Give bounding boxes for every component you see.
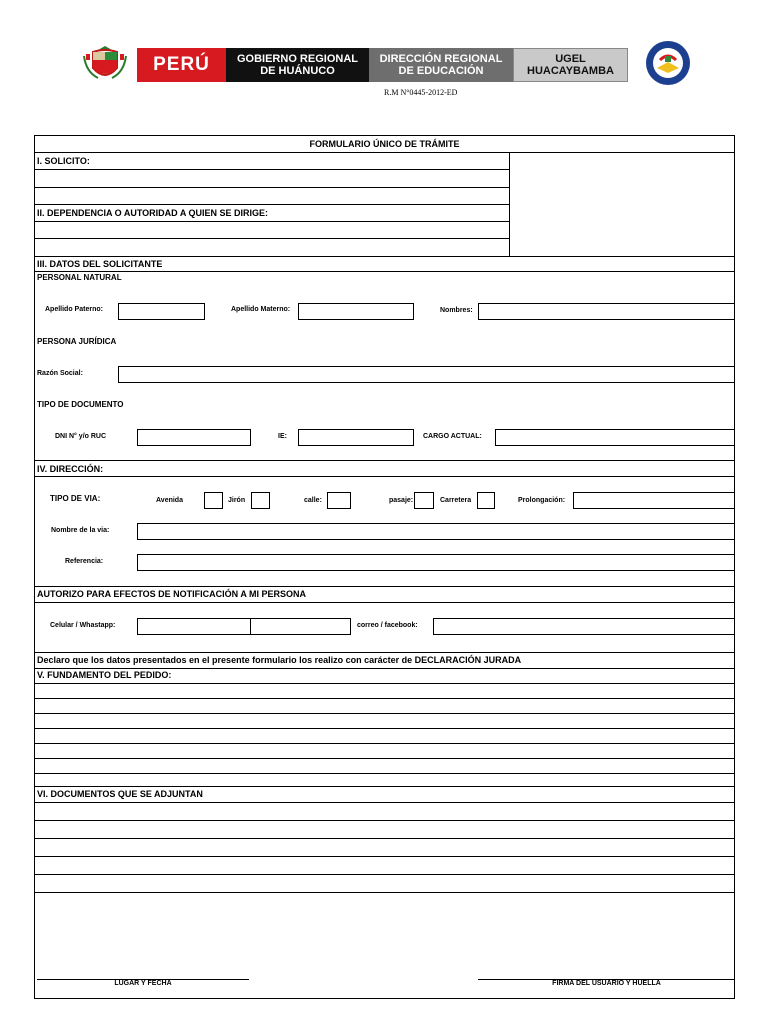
celular-label: Celular / Whastapp: bbox=[50, 622, 116, 629]
resolution-number: R.M N°0445-2012-ED bbox=[384, 88, 458, 97]
carretera-checkbox[interactable] bbox=[477, 492, 495, 509]
gobierno-line-1: GOBIERNO REGIONAL bbox=[236, 53, 358, 65]
nombre-via-field[interactable] bbox=[137, 523, 735, 540]
ugel-seal-icon bbox=[643, 40, 693, 86]
pasaje-checkbox[interactable] bbox=[414, 492, 434, 509]
lugar-fecha-label: LUGAR Y FECHA bbox=[114, 980, 172, 987]
persona-juridica-label: PERSONA JURÍDICA bbox=[37, 337, 117, 346]
gobierno-regional-banner bbox=[226, 48, 369, 82]
correo-field[interactable] bbox=[433, 618, 735, 635]
section-fundamento: V. FUNDAMENTO DEL PEDIDO: bbox=[37, 670, 172, 680]
prolongacion-label: Prolongación: bbox=[518, 497, 566, 504]
tipo-via-label: TIPO DE VIA: bbox=[50, 494, 101, 503]
apellido-materno-field[interactable] bbox=[298, 303, 414, 320]
section-documentos: VI. DOCUMENTOS QUE SE ADJUNTAN bbox=[37, 789, 203, 799]
section-dependencia: II. DEPENDENCIA O AUTORIDAD A QUIEN SE DIRIGE: bbox=[37, 208, 269, 218]
personal-natural-label: PERSONAL NATURAL bbox=[37, 273, 122, 282]
direccion-regional-banner bbox=[369, 48, 513, 82]
jiron-label: Jirón bbox=[228, 497, 246, 504]
referencia-field[interactable] bbox=[137, 554, 735, 571]
calle-label: calle: bbox=[304, 497, 322, 504]
coat-of-arms-icon bbox=[80, 42, 130, 86]
ugel-line-1: UGEL bbox=[555, 53, 586, 65]
apellido-paterno-field[interactable] bbox=[118, 303, 205, 320]
form-title: FORMULARIO ÚNICO DE TRÁMITE bbox=[309, 139, 460, 149]
dni-ruc-field[interactable] bbox=[137, 429, 251, 446]
cargo-actual-label: CARGO ACTUAL: bbox=[423, 433, 482, 440]
ugel-banner bbox=[513, 48, 628, 82]
declaracion-jurada-text: Declaro que los datos presentados en el presente formulario los realizo con carácter de DECLARACIÓN JURADA bbox=[37, 655, 522, 665]
section-datos-solicitante: III. DATOS DEL SOLICITANTE bbox=[37, 259, 163, 269]
nombre-via-label: Nombre de la via: bbox=[51, 527, 110, 534]
avenida-label: Avenida bbox=[156, 497, 183, 504]
calle-checkbox[interactable] bbox=[327, 492, 351, 509]
correo-label: correo / facebook: bbox=[357, 622, 418, 629]
autorizo-heading: AUTORIZO PARA EFECTOS DE NOTIFICACIÓN A MI PERSONA bbox=[37, 589, 307, 599]
pasaje-label: pasaje: bbox=[389, 497, 414, 504]
nombres-field[interactable] bbox=[478, 303, 735, 320]
referencia-label: Referencia: bbox=[65, 558, 104, 565]
avenida-checkbox[interactable] bbox=[204, 492, 223, 509]
jiron-checkbox[interactable] bbox=[251, 492, 270, 509]
section-direccion: IV. DIRECCIÓN: bbox=[37, 464, 104, 474]
dni-ruc-label: DNI N° y/o RUC bbox=[55, 433, 107, 440]
razon-social-field[interactable] bbox=[118, 366, 735, 383]
gobierno-line-2: DE HUÁNUCO bbox=[260, 65, 335, 77]
firma-label: FIRMA DEL USUARIO Y HUELLA bbox=[552, 980, 661, 987]
ie-field[interactable] bbox=[298, 429, 414, 446]
carretera-label: Carretera bbox=[440, 497, 472, 504]
cargo-actual-field[interactable] bbox=[495, 429, 735, 446]
apellido-paterno-label: Apellido Paterno: bbox=[45, 306, 103, 313]
ugel-line-2: HUACAYBAMBA bbox=[527, 65, 614, 77]
celular-field-2[interactable] bbox=[250, 618, 351, 635]
celular-field-1[interactable] bbox=[137, 618, 251, 635]
direccion-line-1: DIRECCIÓN REGIONAL bbox=[379, 53, 503, 65]
razon-social-label: Razón Social: bbox=[37, 370, 83, 377]
prolongacion-field[interactable] bbox=[573, 492, 735, 509]
peru-label: PERÚ bbox=[153, 54, 210, 75]
section-solicito: I. SOLICITO: bbox=[37, 156, 90, 166]
tipo-documento-label: TIPO DE DOCUMENTO bbox=[37, 400, 124, 409]
direccion-line-2: DE EDUCACIÓN bbox=[398, 65, 484, 77]
peru-banner bbox=[137, 48, 226, 82]
apellido-materno-label: Apellido Materno: bbox=[231, 306, 291, 313]
nombres-label: Nombres: bbox=[440, 307, 473, 314]
ie-label: IE: bbox=[278, 433, 287, 440]
